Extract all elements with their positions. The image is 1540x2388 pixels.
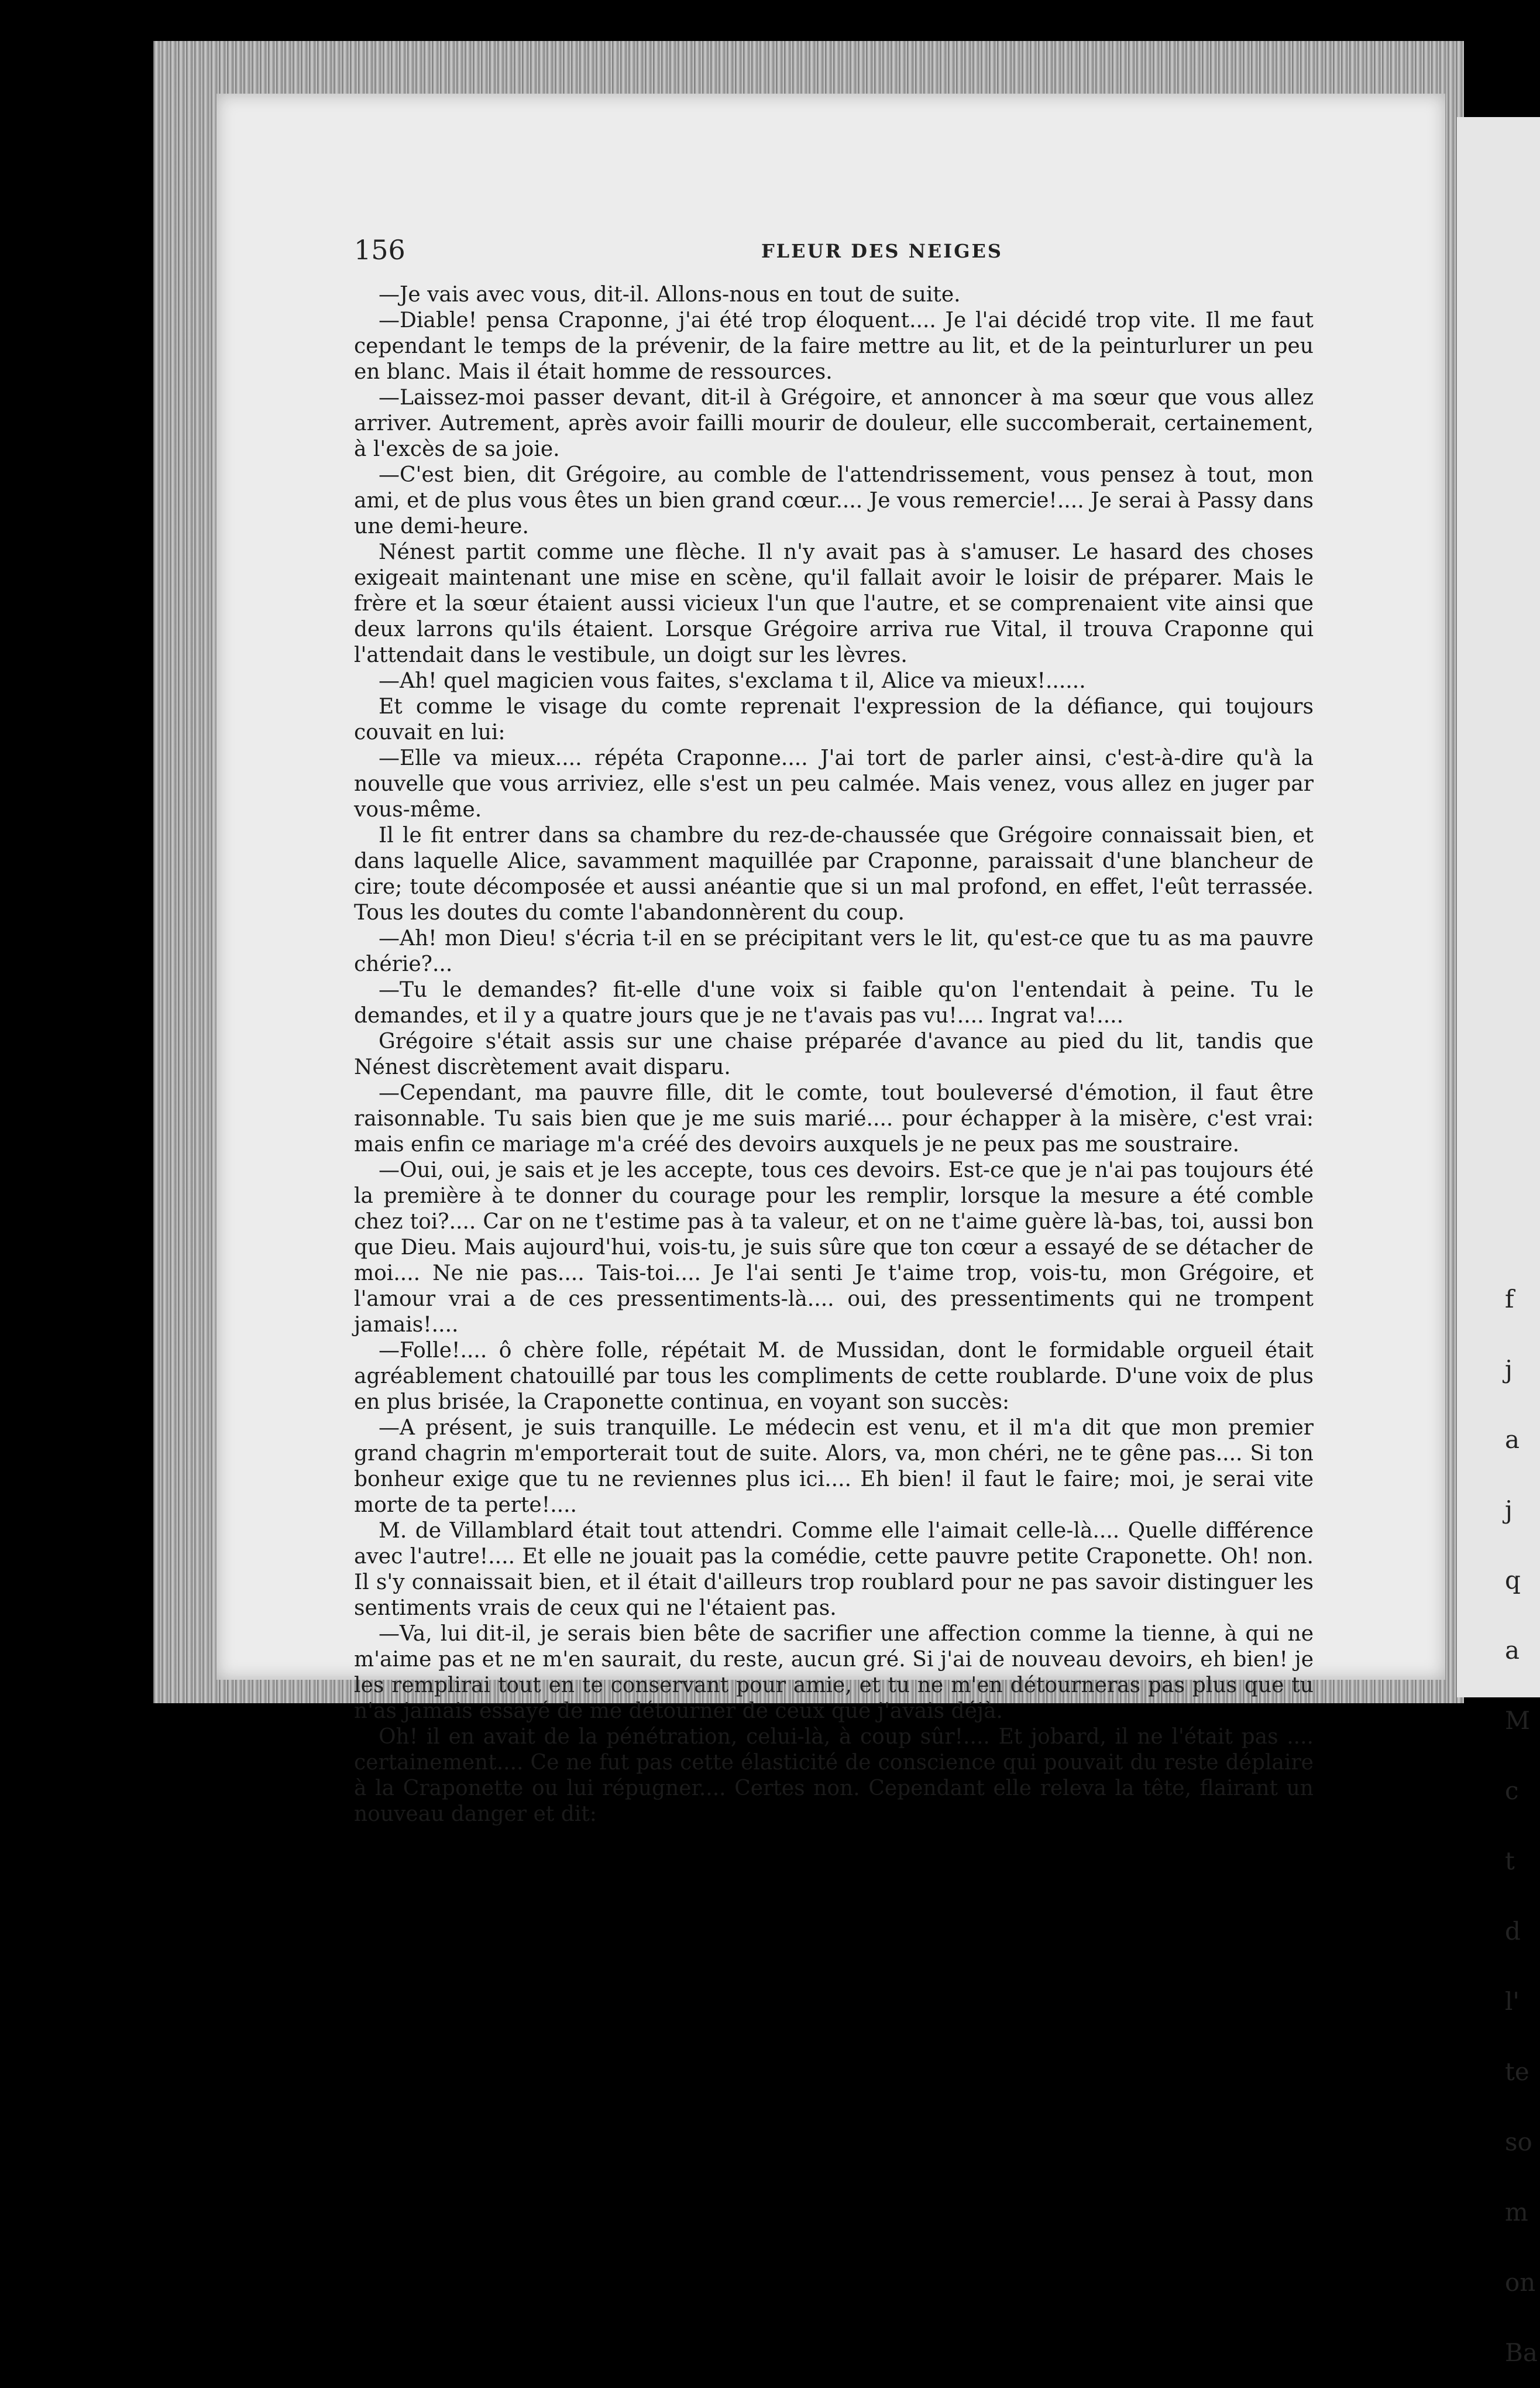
running-title: FLEUR DES NEIGES (761, 240, 1003, 262)
adjacent-page-edge (1457, 117, 1540, 2367)
paragraph: Et comme le visage du comte reprenait l'expression de la défiance, qui toujours couvait en lui: (354, 695, 1314, 744)
adjacent-page-fragment: so (1505, 2128, 1532, 2156)
paragraph: —Va, lui dit-il, je serais bien bête de sacrifier une affection comme la tienne, à qui ne m'aime pas et ne m'en saurait, du reste, aucun gré. Si j'ai de nouveau devoirs, eh bien! je les remplirai tout en te conservant pour amie, et tu ne m'en détourneras pas plus que tu n'as jamais essayé de me détourner de ceux que j'avais déjà. (354, 1622, 1314, 1723)
adjacent-page-fragment: M (1505, 1706, 1531, 1735)
adjacent-page-fragments (1505, 1264, 1540, 2388)
paragraph: —Folle!.... ô chère folle, répétait M. de Mussidan, dont le formidable orgueil était agréablement chatouillé par tous les compliments de cette roublarde. D'une voix de plus en plus brisée, la Craponette continua, en voyant son succès: (354, 1339, 1314, 1414)
adjacent-page-fragment: j (1505, 1495, 1513, 1524)
page-header (354, 234, 1410, 281)
paragraph: —C'est bien, dit Grégoire, au comble de l'attendrissement, vous pensez à tout, mon ami, et de plus vous êtes un bien grand cœur.... Je vous remercie!.... Je serai à Passy dans une demi-heure. (354, 463, 1314, 538)
adjacent-page-fragment: j (1505, 1355, 1513, 1384)
paragraph: —Oui, oui, je sais et je les accepte, tous ces devoirs. Est-ce que je n'ai pas toujours été la première à te donner du courage pour les remplir, lorsque la mesure a été comble chez toi?.... Car on ne t'estime pas à ta valeur, et on ne t'aime guère là-bas, toi, aussi bon que Dieu. Mais aujourd'hui, vois-tu, je suis sûre que ton cœur a essayé de se détacher de moi.... Ne nie pas.... Tais-toi.... Je l'ai senti Je t'aime trop, vois-tu, mon Grégoire, et l'amour vrai a de ces pressentiments-là.... oui, des pressentiments qui ne trompent jamais!.... (354, 1158, 1314, 1337)
paragraph: —Tu le demandes? fit-elle d'une voix si faible qu'on l'entendait à peine. Tu le demandes, et il y a quatre jours que je ne t'avais pas vu!.... Ingrat va!.... (354, 978, 1314, 1028)
paragraph: Oh! il en avait de la pénétration, celui-là, à coup sûr!.... Et jobard, il ne l'était pas .... certainement.... Ce ne fut pas cette élasticité de conscience qui pouvait du reste déplaire à la Craponette ou lui répugner.... Certes non. Cependant elle releva la tête, flairant un nouveau danger et dit: (354, 1725, 1314, 1826)
paragraph: Grégoire s'était assis sur une chaise préparée d'avance au pied du lit, tandis que Nénest discrètement avait disparu. (354, 1030, 1314, 1079)
page-number: 156 (354, 234, 405, 266)
paragraph: —Ah! mon Dieu! s'écria t-il en se précipitant vers le lit, qu'est-ce que tu as ma pauvre chérie?... (354, 927, 1314, 976)
adjacent-page-fragment: Ba (1505, 2338, 1538, 2367)
adjacent-page-fragment: on (1505, 2268, 1536, 2297)
adjacent-page-fragment: d (1505, 1917, 1521, 1946)
adjacent-page-fragment: a (1505, 1425, 1520, 1454)
adjacent-page-fragment: a (1505, 1636, 1520, 1665)
adjacent-page-fragment: f (1505, 1285, 1514, 1313)
adjacent-page-fragment: q (1505, 1566, 1521, 1594)
paragraph: —Laissez-moi passer devant, dit-il à Grégoire, et annoncer à ma sœur que vous allez arriver. Autrement, après avoir failli mourir de douleur, elle succomberait, certainement, à l'excès de sa joie. (354, 386, 1314, 461)
adjacent-page-fragment: m (1505, 2198, 1528, 2226)
adjacent-page-fragment: te (1505, 2057, 1529, 2086)
paragraph: Il le fit entrer dans sa chambre du rez-de-chaussée que Grégoire connaissait bien, et dans laquelle Alice, savamment maquillée par Craponne, paraissait d'une blancheur de cire; toute décomposée et aussi anéantie que si un mal profond, en effet, l'eût terrassée. Tous les doutes du comte l'abandonnèrent du coup. (354, 824, 1314, 925)
adjacent-page-fragment: c (1505, 1776, 1519, 1805)
paragraph: —A présent, je suis tranquille. Le médecin est venu, et il m'a dit que mon premier grand chagrin m'emporterait tout de suite. Alors, va, mon chéri, ne te gêne pas.... Si ton bonheur exige que tu ne reviennes plus ici.... Eh bien! il faut le faire; moi, je serai vite morte de ta perte!.... (354, 1416, 1314, 1517)
book-page (216, 94, 1445, 1826)
paragraph: Nénest partit comme une flèche. Il n'y avait pas à s'amuser. Le hasard des choses exigeait maintenant une mise en scène, qu'il fallait avoir le loisir de préparer. Mais le frère et la sœur étaient aussi vicieux l'un que l'autre, et se comprenaient vite ainsi que deux larrons qu'ils étaient. Lorsque Grégoire arriva rue Vital, il trouva Craponne qui l'attendait dans le vestibule, un doigt sur les lèvres. (354, 540, 1314, 667)
body-text (354, 282, 1314, 1827)
adjacent-page-fragment: l' (1505, 1987, 1520, 2016)
adjacent-page-fragment: t (1505, 1847, 1515, 1875)
paragraph: —Cependant, ma pauvre fille, dit le comte, tout bouleversé d'émotion, il faut être raisonnable. Tu sais bien que je me suis marié.... pour échapper à la misère, c'est vrai: mais enfin ce mariage m'a créé des devoirs auxquels je ne peux pas me soustraire. (354, 1081, 1314, 1157)
paragraph: —Je vais avec vous, dit-il. Allons-nous en tout de suite. (379, 283, 961, 307)
paragraph: —Elle va mieux.... répéta Craponne.... J'ai tort de parler ainsi, c'est-à-dire qu'à la nouvelle que vous arriviez, elle s'est un peu calmée. Mais venez, vous allez en juger par vous-même. (354, 746, 1314, 822)
paragraph: M. de Villamblard était tout attendri. Comme elle l'aimait celle-là.... Quelle différence avec l'autre!.... Et elle ne jouait pas la comédie, cette pauvre petite Craponette. Oh! non. Il s'y connaissait bien, et il était d'ailleurs trop roublard pour ne pas savoir distinguer les sentiments vrais de ceux qui ne l'étaient pas. (354, 1519, 1314, 1620)
paragraph: —Ah! quel magicien vous faites, s'exclama t il, Alice va mieux!...... (379, 669, 1086, 693)
paragraph: —Diable! pensa Craponne, j'ai été trop éloquent.... Je l'ai décidé trop vite. Il me faut cependant le temps de la prévenir, de la faire mettre au lit, et de la peinturlurer un peu en blanc. Mais il était homme de ressources. (354, 308, 1314, 384)
